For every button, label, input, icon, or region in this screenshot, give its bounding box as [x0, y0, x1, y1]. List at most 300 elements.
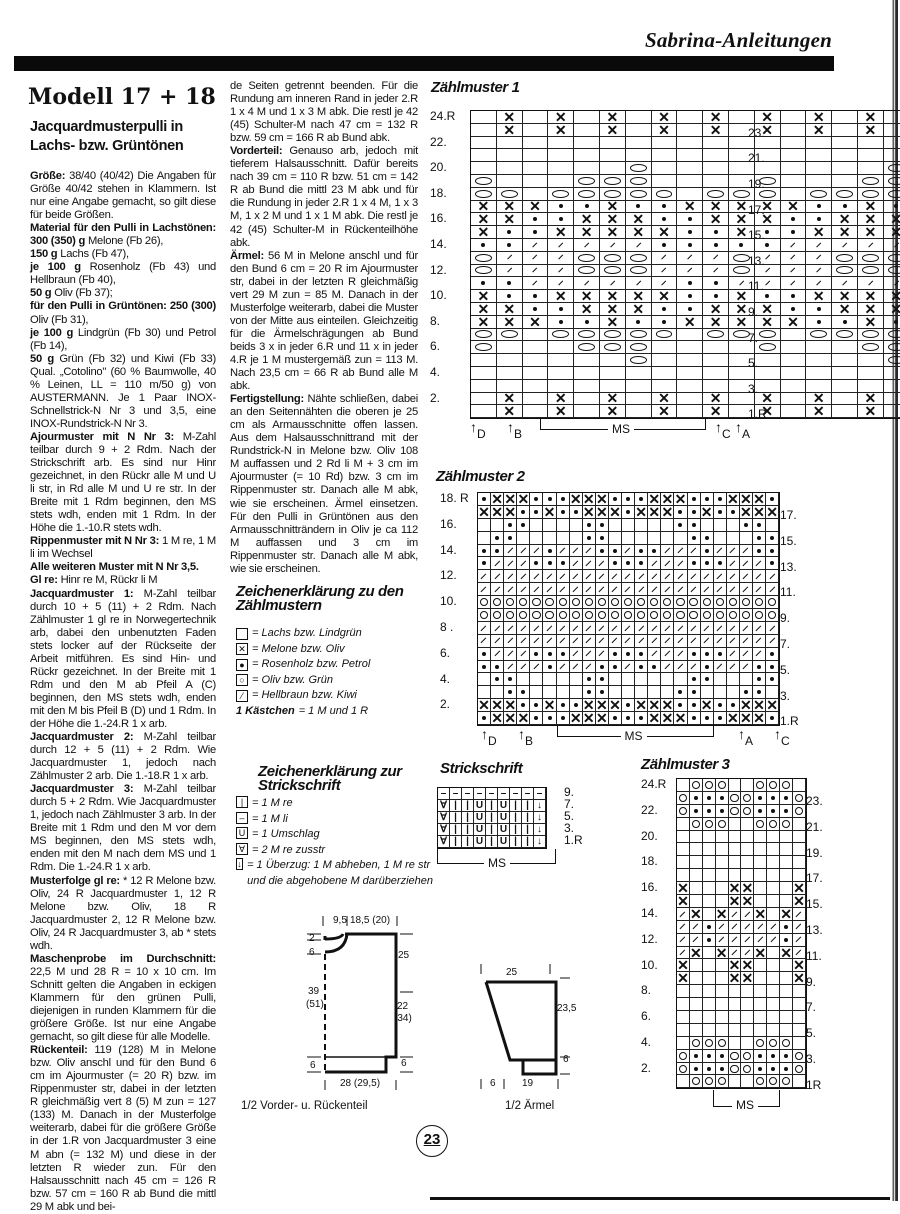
- chart-cell: [677, 779, 690, 792]
- chart-cell: [648, 622, 661, 635]
- chart-cell: [780, 1075, 793, 1088]
- paragraph: Ärmel: 56 M in Melone anschl und für den Bund 6 cm = 20 R im Ajourmuster str, dabei in der letzten R gleichmäßig vert 29 M zun = 85 M. Danach in der Musterfolge weiterarb, dabei die Muster von der Mitte aus einteilen. Gleichzeitig für die Ärmelschrägungen ab Bund beids 3 x in jeder 6.R und 11 x in jeder 4.R je 1 M mustergemäß zun = 113 M. Nach 23,5 cm = 66 R ab Bund alle M abk.: [230, 249, 418, 393]
- chart-cell: [478, 557, 491, 570]
- chart-cell: [754, 1050, 767, 1063]
- chart-cell: [583, 557, 596, 570]
- chart-cell: [497, 137, 523, 150]
- stitch-cell: |: [462, 800, 474, 812]
- chart-cell: [557, 545, 570, 558]
- chart-cell: [530, 661, 543, 674]
- chart-cell: [677, 921, 690, 934]
- chart-cell: [523, 226, 549, 239]
- chart-cell: [806, 149, 832, 162]
- chart-cell: [677, 162, 703, 175]
- chart-cell: [688, 699, 701, 712]
- row-label: 11.: [806, 948, 822, 963]
- chart-cell: [703, 1037, 716, 1050]
- chart-cell: [478, 648, 491, 661]
- chart-cell: [626, 405, 652, 418]
- chart-cell: [753, 532, 766, 545]
- chart-cell: [543, 699, 556, 712]
- row-label: 3.: [780, 688, 791, 703]
- chart-cell: [583, 506, 596, 519]
- chart-cell: [574, 111, 600, 124]
- chart-cell: [740, 519, 753, 532]
- chart-cell: [832, 265, 858, 278]
- paragraph: Gl re: Hinr re M, Rückr li M: [30, 574, 158, 587]
- chart-cell: [622, 532, 635, 545]
- stitch-cell: U: [474, 836, 486, 848]
- chart-cell: [703, 908, 716, 921]
- chart-cell: [766, 570, 779, 583]
- chart-cell: [557, 596, 570, 609]
- stitch-cell: |: [510, 836, 522, 848]
- chart-cell: [740, 570, 753, 583]
- chart-cell: [703, 405, 729, 418]
- chart-cell: [471, 367, 497, 380]
- chart-cell: [574, 393, 600, 406]
- chart-cell: [635, 545, 648, 558]
- chart-cell: [714, 673, 727, 686]
- row-label: 5.: [748, 356, 759, 371]
- chart-cell: [635, 532, 648, 545]
- row-label: 17.: [806, 871, 823, 886]
- stitch-cell: ∀: [438, 836, 450, 848]
- chart-cell: [703, 998, 716, 1011]
- chart-cell: [793, 908, 806, 921]
- chart-cell: [781, 341, 807, 354]
- model-title: Modell 17 + 18: [28, 84, 216, 110]
- chart-cell: [648, 712, 661, 725]
- chart-cell: [767, 1050, 780, 1063]
- chart-cell: [548, 341, 574, 354]
- chart-cell: [884, 226, 900, 239]
- chart-cell: [622, 648, 635, 661]
- chart-cell: [753, 609, 766, 622]
- chart-cell: [806, 188, 832, 201]
- chart-cell: [729, 831, 742, 844]
- chart-cell: [714, 493, 727, 506]
- chart-cell: [574, 341, 600, 354]
- chart-cell: [497, 149, 523, 162]
- row-label: 9.: [806, 974, 817, 989]
- chart-cell: [626, 265, 652, 278]
- chart-cell: [523, 265, 549, 278]
- chart-cell: [557, 532, 570, 545]
- chart-cell: [832, 354, 858, 367]
- row-label: 8.: [641, 983, 652, 998]
- stitch-cell: U: [498, 800, 510, 812]
- chart-cell: [557, 583, 570, 596]
- chart-cell: [703, 316, 729, 329]
- chart-cell: [471, 162, 497, 175]
- chart-cell: [729, 1050, 742, 1063]
- row-label: 4.: [430, 365, 441, 379]
- legend-item: [236, 673, 370, 689]
- chart-cell: [523, 149, 549, 162]
- stitch-cell: –: [474, 788, 486, 800]
- chart-cell: [517, 532, 530, 545]
- chart-cell: [884, 341, 900, 354]
- chart-cell: [703, 869, 716, 882]
- chart-cell: [780, 908, 793, 921]
- row-label: 23.: [748, 125, 765, 140]
- chart-cell: [652, 239, 678, 252]
- chart-cell: [793, 818, 806, 831]
- chart-cell: [596, 648, 609, 661]
- chart-cell: [648, 596, 661, 609]
- chart-cell: [609, 609, 622, 622]
- chart-cell: [648, 570, 661, 583]
- chart-cell: [716, 805, 729, 818]
- chart-cell: [677, 354, 703, 367]
- chart-cell: [523, 175, 549, 188]
- chart-cell: [729, 805, 742, 818]
- row-label: 16.: [430, 211, 447, 226]
- chart-cell: [703, 831, 716, 844]
- chart-cell: [741, 1075, 754, 1088]
- stitch-cell: ∀: [438, 824, 450, 836]
- chart-cell: [661, 506, 674, 519]
- chart-cell: [754, 947, 767, 960]
- chart-cell: [677, 329, 703, 342]
- chart-cell: [729, 998, 742, 1011]
- row-label: 11.: [748, 279, 764, 294]
- chart-cell: [570, 506, 583, 519]
- chart-cell: [661, 609, 674, 622]
- chart-cell: [596, 661, 609, 674]
- chart-cell: [677, 818, 690, 831]
- chart-cell: [701, 635, 714, 648]
- row-label: 3.: [748, 381, 759, 396]
- chart-cell: [780, 792, 793, 805]
- legend-item: [236, 642, 370, 658]
- chart-cell: [793, 1050, 806, 1063]
- chart-cell: [703, 934, 716, 947]
- chart-cell: [622, 686, 635, 699]
- chart-cell: [766, 532, 779, 545]
- chart-cell: [497, 341, 523, 354]
- chart-cell: [570, 519, 583, 532]
- chart-cell: [626, 226, 652, 239]
- chart-cell: [543, 661, 556, 674]
- paragraph: 150 g Lachs (Fb 47),: [30, 248, 129, 261]
- chart-cell: [609, 583, 622, 596]
- chart-cell: [548, 239, 574, 252]
- chart-cell: [523, 252, 549, 265]
- chart-cell: [622, 712, 635, 725]
- chart-cell: [557, 506, 570, 519]
- chart-cell: [648, 673, 661, 686]
- chart-cell: [674, 557, 687, 570]
- chart-cell: [780, 818, 793, 831]
- chart-cell: [806, 290, 832, 303]
- chart-cell: [609, 506, 622, 519]
- chart-cell: [781, 137, 807, 150]
- arrow-a-marker: ↑A: [735, 419, 751, 442]
- dim-6-right: 6: [401, 1058, 407, 1069]
- stitch-cell: |: [522, 812, 534, 824]
- row-label: 14.: [641, 906, 658, 920]
- chart-cell: [478, 532, 491, 545]
- chart-cell: [677, 985, 690, 998]
- chart-cell: [688, 686, 701, 699]
- stitch-cell: |: [462, 812, 474, 824]
- stitch-cell: –: [450, 788, 462, 800]
- chart-cell: [690, 1037, 703, 1050]
- row-label: 6.: [641, 1009, 652, 1024]
- chart-cell: [600, 367, 626, 380]
- row-label: 3.: [806, 1051, 817, 1066]
- chart-cell: [677, 805, 690, 818]
- chart-cell: [609, 545, 622, 558]
- row-label: 22.: [430, 134, 447, 149]
- chart-cell: [727, 635, 740, 648]
- row-label: 7.: [564, 797, 575, 811]
- chart-cell: [677, 265, 703, 278]
- row-label: 4.: [641, 1035, 652, 1049]
- chart-cell: [523, 316, 549, 329]
- row-label: 21.: [806, 819, 823, 834]
- strickschrift-title: Strickschrift: [440, 760, 523, 777]
- chart-cell: [661, 532, 674, 545]
- chart-cell: [504, 596, 517, 609]
- chart-cell: [690, 1024, 703, 1037]
- chart-cell: [754, 843, 767, 856]
- chart-cell: [716, 985, 729, 998]
- chart-cell: [766, 506, 779, 519]
- chart-cell: [729, 111, 755, 124]
- chart-cell: [714, 622, 727, 635]
- chart-cell: [729, 779, 742, 792]
- chart-cell: [781, 265, 807, 278]
- row-label: 1.R: [748, 407, 767, 422]
- chart-cell: [548, 162, 574, 175]
- chart-cell: [570, 648, 583, 661]
- chart-cell: [690, 998, 703, 1011]
- chart-cell: [574, 367, 600, 380]
- chart-cell: [677, 380, 703, 393]
- chart-cell: [781, 405, 807, 418]
- chart-cell: [530, 557, 543, 570]
- chart-cell: [703, 124, 729, 137]
- row-label: 18.: [641, 854, 658, 869]
- stitch-cell: –: [534, 788, 546, 800]
- chart-cell: [753, 570, 766, 583]
- stitch-cell: |: [510, 812, 522, 824]
- legend-item: [236, 858, 436, 889]
- chart-cell: [570, 661, 583, 674]
- chart-cell: [714, 686, 727, 699]
- chart-cell: [497, 162, 523, 175]
- chart-cell: [688, 506, 701, 519]
- chart-cell: [661, 712, 674, 725]
- chart-cell: [741, 895, 754, 908]
- chart-cell: [884, 252, 900, 265]
- chart-cell: [674, 570, 687, 583]
- chart-cell: [780, 856, 793, 869]
- row-label: 5.: [564, 809, 575, 823]
- chart-cell: [690, 1075, 703, 1088]
- chart-cell: [806, 226, 832, 239]
- chart-cell: [548, 354, 574, 367]
- chart-cell: [781, 252, 807, 265]
- ms-label: MS: [732, 1098, 758, 1112]
- chart-cell: [767, 934, 780, 947]
- paragraph: 50 g Grün (Fb 32) und Kiwi (Fb 33) Qual. „Cotolino" (60 % Baumwolle, 40 % Leinen, LL = 110 m/50 g) von AUSTERMANN. Je 1 Paar INOX-Schnellstrick-N Nr 3 und 3,5, eine INOX-Rundstrick-N Nr 3.: [30, 352, 216, 430]
- legend-label: = Oliv bzw. Grün: [252, 673, 334, 686]
- ms-label: MS: [608, 422, 634, 436]
- chart-cell: [574, 137, 600, 150]
- chart-cell: [626, 175, 652, 188]
- chart-cell: [740, 673, 753, 686]
- chart-cell: [574, 162, 600, 175]
- chart-cell: [858, 239, 884, 252]
- chart-cell: [543, 570, 556, 583]
- chart-cell: [497, 213, 523, 226]
- chart-cell: [690, 947, 703, 960]
- dim-34: (34): [394, 1013, 412, 1024]
- paragraph: Rückenteil: 119 (128) M in Melone bzw. Oliv anschl und für den Bund 6 cm im Ajourmuster (= 20 R) bzw. im Rippenmuster str, dabei in der letzten R gleichmäßig vert 8 (5) M zun = 127 (133) M. Danach in der Musterfolge weiterarb, dabei für die größere Größe in der 1.R von Jacquardmuster 3 eine M abn (= 132 M) und diese in der letzten R wieder zun. Für den Halsausschnitt nach 45 cm = 126 R bzw. 57 cm = 160 R ab Bund die mittl 29 M abk und bei-: [30, 1044, 216, 1213]
- chart-cell: [596, 519, 609, 532]
- stitch-cell: |: [462, 836, 474, 848]
- chart-cell: [648, 635, 661, 648]
- chart-cell: [523, 354, 549, 367]
- row-label: 1.R: [780, 714, 799, 729]
- chart-cell: [677, 290, 703, 303]
- chart-cell: [530, 596, 543, 609]
- chart-cell: [523, 380, 549, 393]
- chart-cell: [703, 1075, 716, 1088]
- chart-cell: [596, 557, 609, 570]
- chart-cell: [583, 622, 596, 635]
- chart-cell: [543, 532, 556, 545]
- chart-cell: [690, 831, 703, 844]
- chart-cell: [690, 1063, 703, 1076]
- chart-cell: [622, 557, 635, 570]
- chart-cell: [754, 908, 767, 921]
- chart-cell: [793, 895, 806, 908]
- chart-cell: [661, 596, 674, 609]
- chart-cell: [471, 149, 497, 162]
- chart-cell: [478, 519, 491, 532]
- chart-cell: [523, 137, 549, 150]
- chart-cell: [755, 354, 781, 367]
- chart-cell: [471, 111, 497, 124]
- chart-cell: [714, 532, 727, 545]
- chart-cell: [754, 959, 767, 972]
- chart-cell: [767, 895, 780, 908]
- chart-cell: [543, 622, 556, 635]
- chart-cell: [729, 908, 742, 921]
- chart-cell: [690, 792, 703, 805]
- paragraph-heading: Jacquardmuster 3:: [30, 783, 134, 796]
- chart-cell: [491, 519, 504, 532]
- chart-cell: [574, 124, 600, 137]
- paragraph: Rippenmuster mit N Nr 3: 1 M re, 1 M li im Wechsel: [30, 535, 216, 561]
- chart-cell: [703, 277, 729, 290]
- row-label: 15.: [806, 897, 823, 912]
- chart-cell: [832, 137, 858, 150]
- chart-cell: [548, 329, 574, 342]
- chart-cell: [543, 583, 556, 596]
- chart-cell: [677, 405, 703, 418]
- chart-cell: [806, 137, 832, 150]
- chart-cell: [703, 354, 729, 367]
- chart-cell: [491, 648, 504, 661]
- chart-cell: [767, 831, 780, 844]
- row-label: 12.: [641, 931, 658, 946]
- chart-cell: [478, 699, 491, 712]
- chart-cell: [583, 661, 596, 674]
- row-label: 21.: [748, 151, 765, 166]
- chart-cell: [793, 843, 806, 856]
- chart-cell: [600, 149, 626, 162]
- paragraph: Musterfolge gl re: * 12 R Melone bzw. Oliv, 24 R Jacquardmuster 1, 12 R Melone bzw. Oliv, 18 R Jacquardmuster 2, 12 R Melone bzw. Oliv, 24 R Jacquardmuster 3, ab * stets wdh.: [30, 874, 217, 952]
- paragraph-heading: 50 g: [30, 287, 52, 300]
- chart-cell: [674, 712, 687, 725]
- chart-cell: [806, 252, 832, 265]
- paragraph-heading: Jacquardmuster 1:: [30, 587, 134, 600]
- chart-cell: [703, 818, 716, 831]
- row-label: 9.: [564, 785, 575, 799]
- chart-cell: [716, 1075, 729, 1088]
- dim-6-bottom: 6: [310, 1060, 316, 1071]
- stitch-cell: |: [462, 824, 474, 836]
- chart-cell: [677, 341, 703, 354]
- chart-cell: [832, 124, 858, 137]
- chart-cell: [766, 583, 779, 596]
- chart-cell: [622, 622, 635, 635]
- chart-cell: [600, 226, 626, 239]
- chart2-title: Zählmuster 2: [436, 468, 525, 485]
- chart-cell: [755, 341, 781, 354]
- chart-cell: [690, 818, 703, 831]
- paragraph-heading: Vorderteil:: [230, 145, 283, 158]
- chart-cell: [471, 316, 497, 329]
- arrow-b-marker: ↑B: [507, 419, 523, 442]
- chart-cell: [755, 367, 781, 380]
- chart-cell: [596, 583, 609, 596]
- chart-cell: [688, 532, 701, 545]
- legend-label: = Hellbraun bzw. Kiwi: [252, 689, 357, 701]
- chart-cell: [557, 493, 570, 506]
- chart-cell: [703, 367, 729, 380]
- stitch-cell: U: [474, 800, 486, 812]
- chart-cell: [741, 998, 754, 1011]
- chart-cell: [523, 341, 549, 354]
- chart-cell: [523, 111, 549, 124]
- chart-cell: [766, 622, 779, 635]
- chart-cell: [504, 570, 517, 583]
- stitch-symbol-icon: ∀: [236, 843, 248, 855]
- chart-cell: [716, 908, 729, 921]
- legend-charts: [236, 626, 370, 719]
- chart-cell: [570, 570, 583, 583]
- paragraph: Ajourmuster mit N Nr 3: M-Zahl teilbar durch 9 + 2 Rdm. Nach der Strickschrift arb. Es sind nur Hinr gezeichnet, in den Rückr alle M und U li str, in Rd alle M und U re str. In der Breite mit 1 Rdm beginnen, den MS stets wdh, enden mit 1 Rdm. In der Höhe die 1.-10.R stets wdh.: [30, 430, 216, 535]
- chart-cell: [574, 175, 600, 188]
- chart-cell: [781, 226, 807, 239]
- paragraph-heading: für den Pulli in Grüntönen: 250 (300): [30, 300, 216, 313]
- chart-cell: [688, 622, 701, 635]
- chart-cell: [497, 367, 523, 380]
- chart-cell: [716, 1037, 729, 1050]
- chart-cell: [517, 596, 530, 609]
- chart-cell: [703, 162, 729, 175]
- row-label: 16.: [641, 880, 658, 895]
- stitch-cell: |: [486, 824, 498, 836]
- row-label: 8.: [430, 313, 441, 328]
